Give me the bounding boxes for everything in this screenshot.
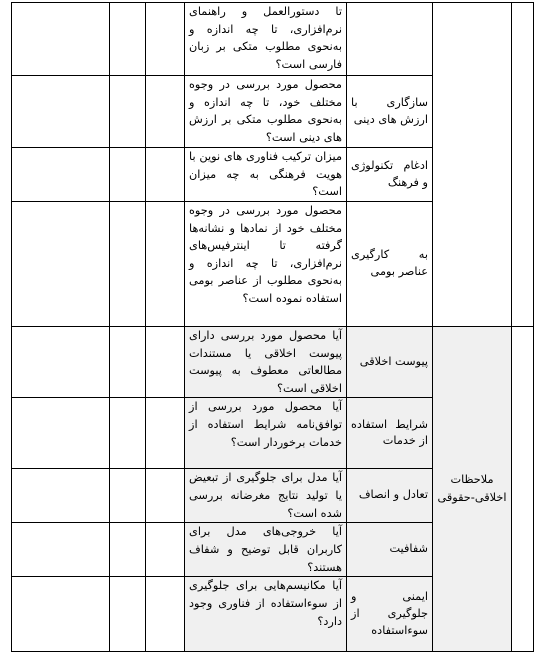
criterion-cell: ایمنی و جلوگیری از سوءاستفاده — [347, 577, 433, 652]
criterion-cell: شرایط استفاده از خدمات — [347, 398, 433, 469]
score-cell — [146, 76, 185, 148]
criterion-cell: ادغام تکنولوژی و فرهنگ — [347, 148, 433, 202]
score-cell — [146, 202, 185, 327]
criterion-cell: شفافیت — [347, 523, 433, 577]
score-cell — [110, 398, 146, 469]
score-cell — [146, 577, 185, 652]
question-cell: تا دستورالعمل و راهنمای نرم‌افزاری، تا چه اندازه و به‌نحوی مطلوب متکی بر زبان فارسی است؟ — [185, 3, 347, 76]
score-cell — [110, 577, 146, 652]
question-cell: آیا مکانیسم‌هایی برای جلوگیری از سوءاستفاده از فناوری وجود دارد؟ — [185, 577, 347, 652]
first-column-cell — [512, 3, 534, 327]
score-cell — [110, 3, 146, 76]
score-cell — [146, 327, 185, 398]
notes-cell — [12, 327, 110, 398]
notes-cell — [12, 3, 110, 76]
criterion-cell: سازگاری با ارزش های دینی — [347, 76, 433, 148]
table-row — [12, 3, 534, 76]
question-cell: آیا مدل برای جلوگیری از تبعیض یا تولید نتایج مغرضانه بررسی شده است؟ — [185, 469, 347, 523]
score-cell — [110, 202, 146, 327]
score-cell — [110, 469, 146, 523]
notes-cell — [12, 523, 110, 577]
question-cell: آیا محصول مورد بررسی از توافق‌نامه شرایط استفاده از خدمات برخوردار است؟ — [185, 398, 347, 469]
criterion-cell: به کارگیری عناصر بومی — [347, 202, 433, 327]
question-cell: محصول مورد بررسی در وجوه مختلف خود از نمادها و نشانه‌ها گرفته تا اینترفیس‌های نرم‌افزاری، تا چه اندازه و به‌نحوی مطلوب از عناصر بومی استفاده نموده است؟ — [185, 202, 347, 327]
score-cell — [110, 523, 146, 577]
criterion-cell — [347, 3, 433, 76]
question-cell: میزان ترکیب فناوری های نوین با هویت فرهنگی به چه میزان است؟ — [185, 148, 347, 202]
question-cell: محصول مورد بررسی در وجوه مختلف خود، تا چه اندازه و به‌نحوی مطلوب متکی بر ارزش های دینی است؟ — [185, 76, 347, 148]
score-cell — [146, 3, 185, 76]
domain-cell — [433, 3, 512, 327]
question-cell: آیا محصول مورد بررسی دارای پیوست اخلاقی یا مستندات مطالعاتی معطوف به پیوست اخلاقی است؟ — [185, 327, 347, 398]
notes-cell — [12, 148, 110, 202]
notes-cell — [12, 398, 110, 469]
score-cell — [110, 327, 146, 398]
score-cell — [146, 523, 185, 577]
domain-cell: ملاحظات اخلاقی-حقوقی — [433, 327, 512, 652]
score-cell — [146, 469, 185, 523]
score-cell — [110, 76, 146, 148]
score-cell — [110, 148, 146, 202]
question-cell: آیا خروجی‌های مدل برای کاربران قابل توضیح و شفاف هستند؟ — [185, 523, 347, 577]
notes-cell — [12, 76, 110, 148]
first-column-cell — [512, 327, 534, 652]
criterion-cell: تعادل و انصاف — [347, 469, 433, 523]
notes-cell — [12, 469, 110, 523]
criterion-cell: پیوست اخلاقی — [347, 327, 433, 398]
notes-cell — [12, 202, 110, 327]
evaluation-table — [11, 2, 534, 652]
score-cell — [146, 398, 185, 469]
score-cell — [146, 148, 185, 202]
table-row — [12, 327, 534, 398]
notes-cell — [12, 577, 110, 652]
